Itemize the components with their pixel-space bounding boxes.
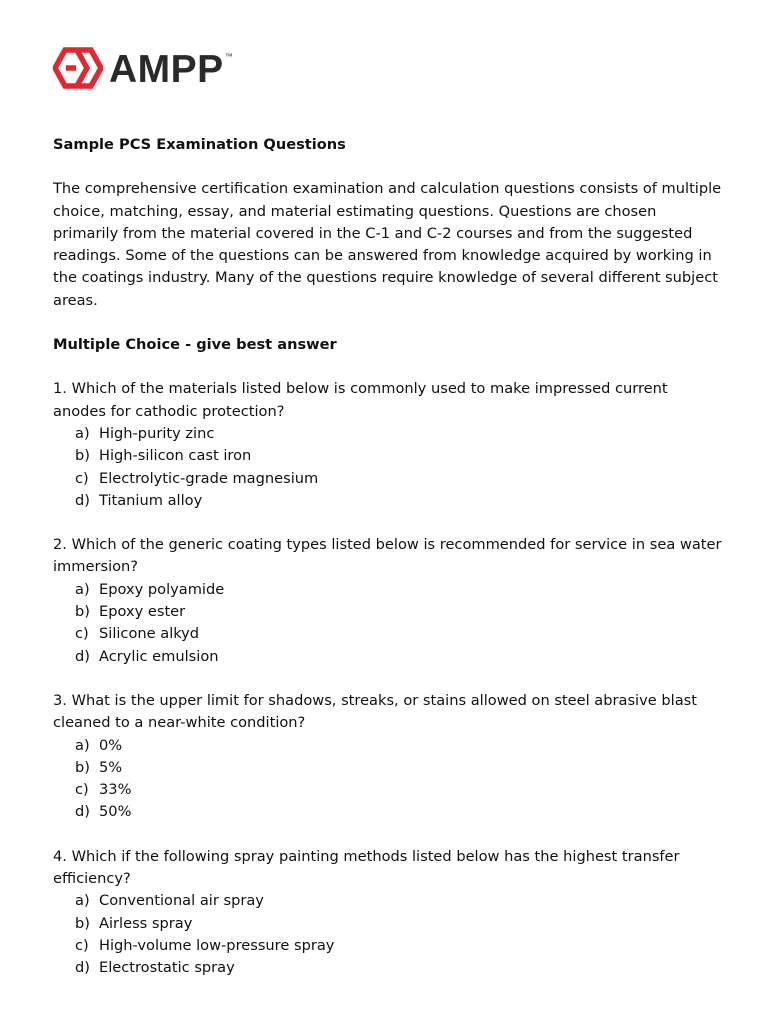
- trademark-symbol: ™: [224, 51, 233, 61]
- option-letter: d): [75, 491, 90, 509]
- option-text: Epoxy ester: [99, 603, 186, 621]
- answer-option: [75, 579, 723, 601]
- answer-option: [75, 779, 723, 801]
- option-letter: a): [75, 736, 90, 754]
- answer-option: [75, 445, 723, 467]
- question-item: [53, 690, 723, 824]
- answer-option: [75, 735, 723, 757]
- option-text: High-purity zinc: [99, 424, 215, 442]
- answer-option: [75, 935, 723, 957]
- question-item: [53, 846, 723, 980]
- answer-option: [75, 801, 723, 823]
- option-letter: c): [75, 469, 89, 487]
- answer-options: [53, 890, 723, 979]
- ampp-logo: [53, 46, 233, 90]
- answer-option: [75, 957, 723, 979]
- option-letter: b): [75, 914, 90, 932]
- answer-option: [75, 913, 723, 935]
- option-letter: c): [75, 625, 89, 643]
- option-letter: c): [75, 781, 89, 799]
- option-letter: a): [75, 424, 90, 442]
- answer-option: [75, 423, 723, 445]
- question-text: 4. Which if the following spray painting methods listed below has the highest transfer efficiency?: [53, 847, 680, 888]
- option-text: High-silicon cast iron: [99, 447, 252, 465]
- logo-wordmark: AMPP: [109, 47, 224, 91]
- option-text: High-volume low-pressure spray: [99, 936, 335, 954]
- option-letter: b): [75, 603, 90, 621]
- document-title: Sample PCS Examination Questions: [53, 136, 346, 153]
- answer-option: [75, 601, 723, 623]
- question-text: 2. Which of the generic coating types listed below is recommended for service in sea water immersion?: [53, 536, 722, 576]
- option-text: Electrolytic-grade magnesium: [99, 469, 319, 487]
- option-text: Epoxy polyamide: [99, 580, 225, 598]
- option-text: 5%: [99, 758, 123, 776]
- answer-options: [53, 579, 723, 668]
- option-letter: b): [75, 447, 90, 465]
- question-text: 1. Which of the materials listed below is commonly used to make impressed current anodes for cathodic protection?: [53, 380, 668, 420]
- answer-option: [75, 623, 723, 645]
- option-text: Airless spray: [99, 914, 193, 932]
- question-list: [53, 378, 723, 979]
- answer-option: [75, 490, 723, 512]
- option-text: Silicone alkyd: [99, 625, 200, 643]
- option-letter: d): [75, 959, 90, 977]
- option-letter: c): [75, 936, 89, 954]
- option-letter: a): [75, 892, 90, 910]
- option-text: Electrostatic spray: [99, 959, 235, 977]
- option-text: Acrylic emulsion: [99, 647, 219, 665]
- option-text: Conventional air spray: [99, 892, 264, 910]
- option-letter: b): [75, 758, 90, 776]
- section-heading: Multiple Choice - give best answer: [53, 336, 337, 354]
- intro-paragraph: The comprehensive certification examination and calculation questions consists of multiple choice, matching, essay, and material estimating questions. Questions are chosen primarily from the material covered in the C-1 and C-2 courses and from the suggested readings. Some of the questions can be answered from knowledge acquired by working in the coatings industry. Many of the questions require knowledge of several different subject areas.: [53, 180, 722, 309]
- option-letter: a): [75, 580, 90, 598]
- answer-option: [75, 890, 723, 912]
- option-text: 33%: [99, 781, 132, 799]
- document-body: [53, 134, 723, 980]
- ampp-logo-mark-icon: [53, 46, 103, 90]
- option-letter: d): [75, 803, 90, 821]
- option-text: Titanium alloy: [99, 491, 203, 509]
- option-letter: d): [75, 647, 90, 665]
- question-text: 3. What is the upper limit for shadows, streaks, or stains allowed on steel abrasive blast cleaned to a near-white condition?: [53, 691, 697, 732]
- answer-option: [75, 757, 723, 779]
- option-text: 50%: [99, 803, 132, 821]
- answer-option: [75, 646, 723, 668]
- answer-option: [75, 468, 723, 490]
- question-item: [53, 534, 723, 668]
- question-item: [53, 378, 723, 512]
- answer-options: [53, 423, 723, 512]
- answer-options: [53, 735, 723, 824]
- option-text: 0%: [99, 736, 123, 754]
